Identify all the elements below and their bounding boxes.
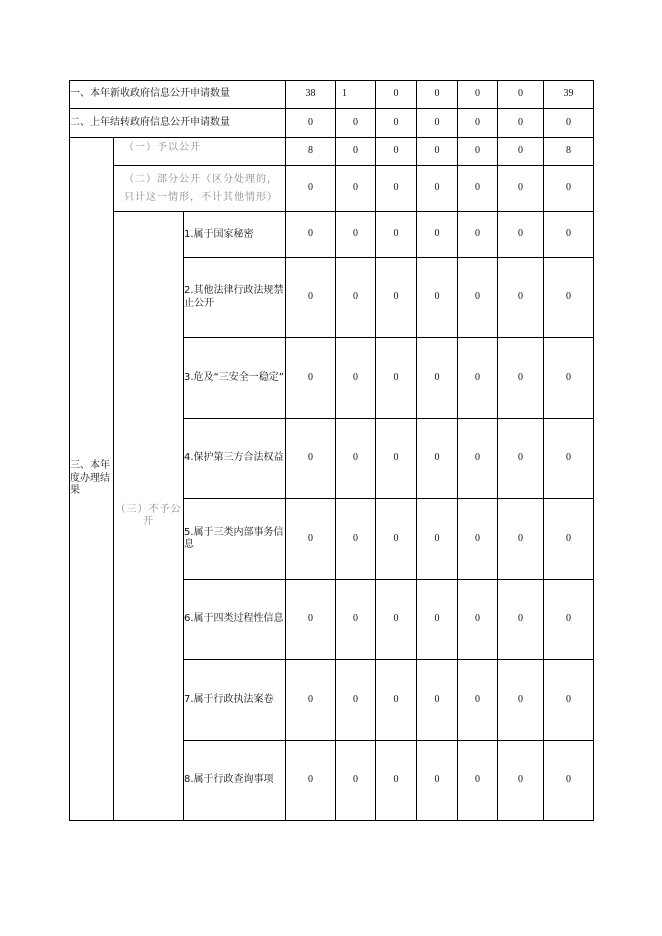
value-cell: 8 [286,138,336,166]
value-cell: 0 [286,258,336,338]
value-cell: 0 [286,109,336,138]
value-cell: 0 [458,499,498,580]
value-cell: 0 [336,166,376,212]
value-cell: 0 [458,258,498,338]
value-cell: 0 [458,419,498,499]
value-cell: 0 [286,338,336,419]
value-cell: 0 [376,660,417,741]
partial-open-label: （二）部分公开（区分处理的，只计这一情形，不计其他情形） [114,166,286,212]
reason-row [70,212,594,258]
value-cell: 0 [417,741,458,821]
reason-label: 5.属于三类内部事务信息 [184,499,286,580]
value-cell: 0 [498,660,544,741]
value-cell: 0 [498,741,544,821]
total-cell: 0 [544,109,594,138]
value-cell: 0 [458,81,498,109]
value-cell: 0 [376,138,417,166]
value-cell: 0 [336,660,376,741]
value-cell: 0 [286,166,336,212]
value-cell: 0 [336,499,376,580]
value-cell: 0 [336,109,376,138]
value-cell: 0 [417,419,458,499]
total-cell: 0 [544,212,594,258]
partial-open-row [70,166,594,212]
value-cell: 38 [286,81,336,109]
new-applications-row [70,81,594,109]
value-cell: 0 [417,499,458,580]
total-cell: 0 [544,338,594,419]
value-cell: 0 [376,419,417,499]
new-applications-label: 一、本年新收政府信息公开申请数量 [70,81,286,109]
value-cell: 0 [458,212,498,258]
value-cell: 0 [336,338,376,419]
value-cell: 0 [498,212,544,258]
value-cell: 0 [376,258,417,338]
value-cell: 0 [376,580,417,660]
value-cell: 0 [458,166,498,212]
open-row [70,138,594,166]
value-cell: 0 [417,212,458,258]
carried-over-row [70,109,594,138]
value-cell: 0 [458,338,498,419]
value-cell: 0 [498,258,544,338]
reason-label: 6.属于四类过程性信息 [184,580,286,660]
value-cell: 0 [417,258,458,338]
total-cell: 0 [544,258,594,338]
reason-label: 8.属于行政查询事项 [184,741,286,821]
value-cell: 0 [376,741,417,821]
value-cell: 0 [376,81,417,109]
disclosure-statistics-table [69,80,594,821]
value-cell: 0 [417,81,458,109]
total-cell: 0 [544,166,594,212]
value-cell: 0 [458,138,498,166]
value-cell: 0 [498,499,544,580]
value-cell: 0 [458,580,498,660]
value-cell: 0 [498,138,544,166]
value-cell: 0 [376,499,417,580]
open-label: （一）予以公开 [114,138,286,166]
value-cell: 0 [376,338,417,419]
value-cell: 0 [498,81,544,109]
not-open-label: （三）不予公开 [114,212,184,821]
value-cell: 0 [417,109,458,138]
total-cell: 0 [544,741,594,821]
value-cell: 0 [336,741,376,821]
value-cell: 0 [336,138,376,166]
value-cell: 1 [336,81,376,109]
value-cell: 0 [376,212,417,258]
total-cell: 0 [544,499,594,580]
value-cell: 0 [376,109,417,138]
value-cell: 0 [498,109,544,138]
value-cell: 0 [286,419,336,499]
value-cell: 0 [498,338,544,419]
value-cell: 0 [458,660,498,741]
value-cell: 0 [417,138,458,166]
value-cell: 0 [417,660,458,741]
value-cell: 0 [458,109,498,138]
value-cell: 0 [336,212,376,258]
reason-label: 1.属于国家秘密 [184,212,286,258]
total-cell: 0 [544,660,594,741]
value-cell: 0 [417,338,458,419]
total-cell: 8 [544,138,594,166]
total-cell: 39 [544,81,594,109]
value-cell: 0 [498,166,544,212]
total-cell: 0 [544,419,594,499]
value-cell: 0 [286,580,336,660]
reason-label: 7.属于行政执法案卷 [184,660,286,741]
carried-over-label: 二、上年结转政府信息公开申请数量 [70,109,286,138]
reason-label: 2.其他法律行政法规禁止公开 [184,258,286,338]
value-cell: 0 [417,580,458,660]
value-cell: 0 [336,580,376,660]
value-cell: 0 [498,419,544,499]
value-cell: 0 [376,166,417,212]
value-cell: 0 [458,741,498,821]
reason-label: 3.危及“三安全一稳定” [184,338,286,419]
value-cell: 0 [498,580,544,660]
value-cell: 0 [286,741,336,821]
handling-results-label: 三、本年度办理结果 [70,138,114,821]
total-cell: 0 [544,580,594,660]
value-cell: 0 [286,660,336,741]
value-cell: 0 [286,212,336,258]
value-cell: 0 [417,166,458,212]
value-cell: 0 [286,499,336,580]
value-cell: 0 [336,258,376,338]
value-cell: 0 [336,419,376,499]
reason-label: 4.保护第三方合法权益 [184,419,286,499]
